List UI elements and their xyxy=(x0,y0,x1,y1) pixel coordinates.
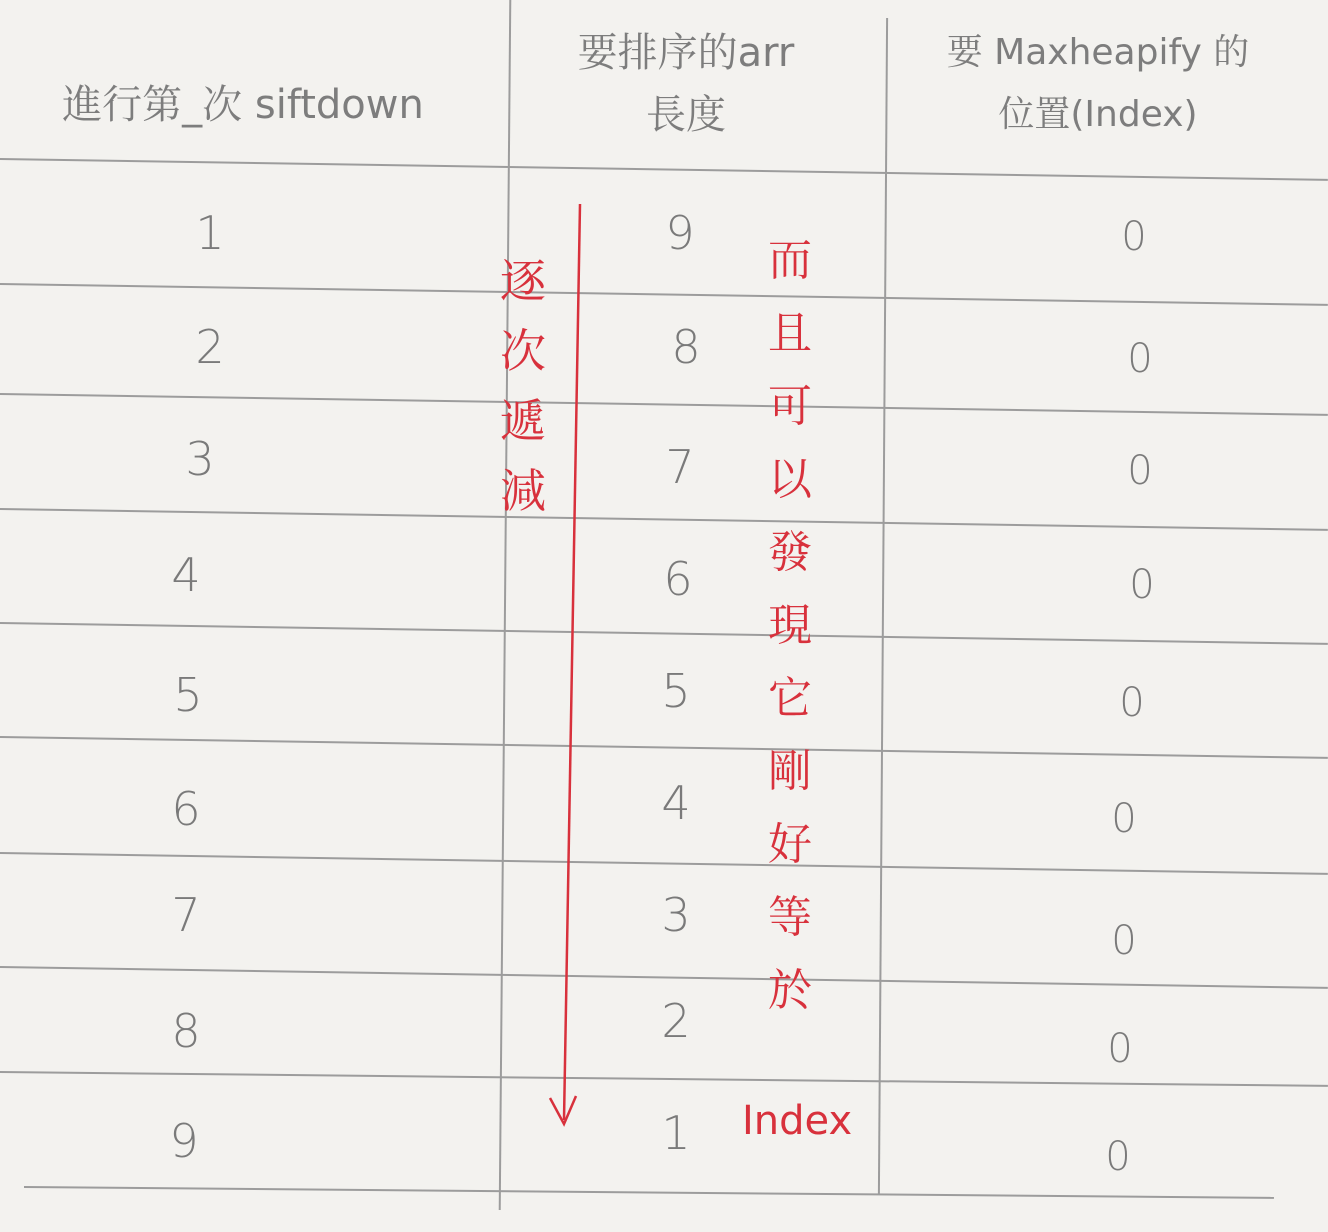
annotation-char: 逐 xyxy=(500,254,546,308)
header-array-length xyxy=(506,22,866,146)
pass-cell: 8 xyxy=(171,1004,201,1058)
pass-cell: 5 xyxy=(173,668,203,722)
header-array-length-line1: 要排序的arr xyxy=(577,30,795,76)
down-arrow-icon xyxy=(540,204,600,1144)
pass-cell: 4 xyxy=(171,548,201,602)
row-divider xyxy=(24,1186,1274,1199)
annotation-char: 好 xyxy=(768,819,812,870)
length-cell: 5 xyxy=(661,664,691,718)
annotation-index-label: Index xyxy=(742,1098,853,1144)
row-divider xyxy=(0,393,1328,416)
row-divider xyxy=(0,736,1328,759)
length-cell: 3 xyxy=(661,888,691,942)
index-cell: 0 xyxy=(1105,1134,1131,1180)
length-cell: 9 xyxy=(665,206,695,260)
pass-cell: 9 xyxy=(169,1114,199,1168)
pass-cell: 2 xyxy=(195,320,225,374)
row-divider xyxy=(0,852,1328,875)
index-cell: 0 xyxy=(1111,796,1137,842)
annotation-char: 等 xyxy=(768,892,812,943)
length-cell: 7 xyxy=(665,440,695,494)
header-heapify-index-line2: 位置(Index) xyxy=(998,94,1198,135)
header-array-length-line2: 長度 xyxy=(646,92,726,138)
index-cell: 0 xyxy=(1127,336,1153,382)
pass-cell: 7 xyxy=(171,888,201,942)
annotation-char: 剛 xyxy=(768,746,812,797)
index-cell: 0 xyxy=(1111,918,1137,964)
index-cell: 0 xyxy=(1107,1026,1133,1072)
length-cell: 8 xyxy=(671,320,701,374)
annotation-char: 而 xyxy=(768,235,812,286)
row-divider xyxy=(0,966,1328,989)
index-cell: 0 xyxy=(1119,680,1145,726)
column-divider xyxy=(499,0,512,1210)
index-cell: 0 xyxy=(1127,448,1153,494)
index-cell: 0 xyxy=(1129,562,1155,608)
annotation-char: 減 xyxy=(500,464,546,518)
header-pass-number: 進行第_次 siftdown xyxy=(62,82,424,128)
row-divider xyxy=(0,283,1328,306)
length-cell: 4 xyxy=(661,776,691,830)
annotation-char: 於 xyxy=(768,965,812,1016)
annotation-char: 可 xyxy=(768,381,812,432)
pass-cell: 6 xyxy=(171,782,201,836)
row-divider xyxy=(0,1071,1328,1087)
pass-cell: 3 xyxy=(185,432,215,486)
length-cell: 6 xyxy=(663,552,693,606)
header-heapify-index-line1: 要 Maxheapify 的 xyxy=(946,32,1250,73)
row-divider xyxy=(0,158,1328,181)
annotation-observation xyxy=(768,224,812,1027)
row-divider xyxy=(0,622,1328,645)
annotation-char: 以 xyxy=(768,454,812,505)
annotation-char: 發 xyxy=(768,527,812,578)
header-heapify-index xyxy=(888,22,1308,146)
annotation-char: 現 xyxy=(768,600,812,651)
annotation-char: 它 xyxy=(768,673,812,724)
annotation-char: 次 xyxy=(500,324,546,378)
annotation-char: 且 xyxy=(768,308,812,359)
pass-cell: 1 xyxy=(195,206,225,260)
column-divider xyxy=(878,18,888,1194)
index-cell: 0 xyxy=(1121,214,1147,260)
row-divider xyxy=(0,508,1328,531)
length-cell: 1 xyxy=(661,1106,691,1160)
length-cell: 2 xyxy=(661,994,691,1048)
annotation-char: 遞 xyxy=(500,394,546,448)
